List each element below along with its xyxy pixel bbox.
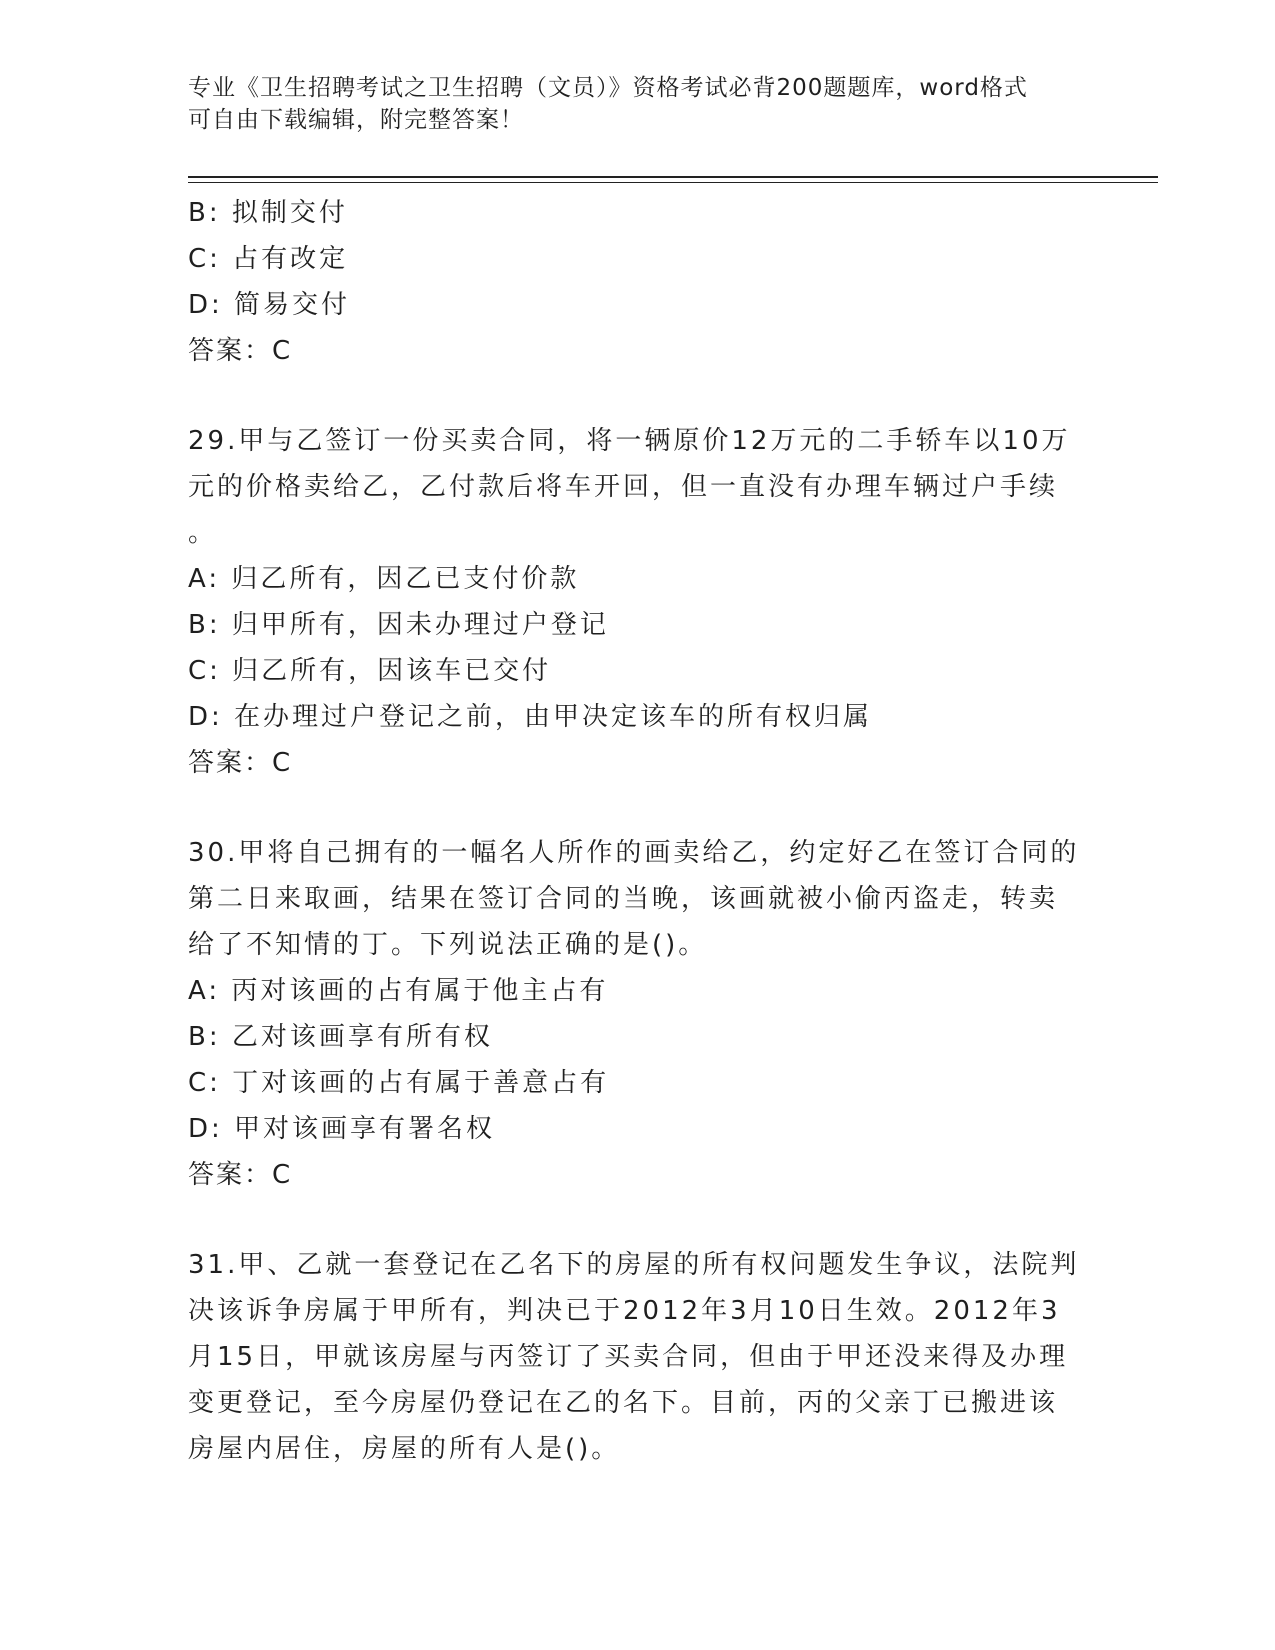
header-title-line-1: 专业《卫生招聘考试之卫生招聘（文员）》资格考试必背200题题库，word格式: [188, 75, 1028, 101]
question-28: [188, 190, 1078, 374]
option-d: D: 在办理过户登记之前，由甲决定该车的所有权归属: [188, 702, 873, 732]
option-d: D: 简易交付: [188, 290, 351, 320]
answer: 答案：C: [188, 748, 293, 778]
option-a: A: 丙对该画的占有属于他主占有: [188, 976, 609, 1006]
option-c: C: 占有改定: [188, 244, 349, 274]
answer: 答案：C: [188, 1160, 293, 1190]
option-c: C: 丁对该画的占有属于善意占有: [188, 1068, 610, 1098]
document-header: [188, 72, 1088, 136]
question-stem-line: 29.甲与乙签订一份买卖合同，将一辆原价12万元的二手轿车以10万: [188, 426, 1071, 456]
header-title-line-2: 可自由下载编辑，附完整答案！: [188, 107, 524, 133]
question-31: [188, 1242, 1078, 1472]
header-rule-thin: [188, 182, 1158, 183]
option-a: A: 归乙所有，因乙已支付价款: [188, 564, 580, 594]
question-stem-line: 第二日来取画，结果在签订合同的当晚，该画就被小偷丙盗走，转卖: [188, 884, 1059, 914]
question-stem-line: 决该诉争房属于甲所有，判决已于2012年3月10日生效。2012年3: [188, 1296, 1061, 1326]
question-stem-line: 30.甲将自己拥有的一幅名人所作的画卖给乙，约定好乙在签订合同的: [188, 838, 1080, 868]
question-29: [188, 418, 1078, 786]
option-c: C: 归乙所有，因该车已交付: [188, 656, 552, 686]
option-b: B: 乙对该画享有所有权: [188, 1022, 493, 1052]
option-b: B: 归甲所有，因未办理过户登记: [188, 610, 609, 640]
header-rule-thick: [188, 176, 1158, 178]
question-stem-line: 变更登记，至今房屋仍登记在乙的名下。目前，丙的父亲丁已搬进该: [188, 1388, 1059, 1418]
question-stem-line: 元的价格卖给乙，乙付款后将车开回，但一直没有办理车辆过户手续: [188, 472, 1059, 502]
answer: 答案：C: [188, 336, 293, 366]
question-stem-line: 31.甲、乙就一套登记在乙名下的房屋的所有权问题发生争议，法院判: [188, 1250, 1080, 1280]
option-d: D: 甲对该画享有署名权: [188, 1114, 496, 1144]
question-list: [188, 190, 1078, 1472]
question-stem-line: 房屋内居住，房屋的所有人是()。: [188, 1434, 621, 1464]
option-b: B: 拟制交付: [188, 198, 348, 228]
question-stem-line: 月15日，甲就该房屋与丙签订了买卖合同，但由于甲还没来得及办理: [188, 1342, 1069, 1372]
question-stem-line: 给了不知情的丁。下列说法正确的是()。: [188, 930, 708, 960]
question-stem-line: 。: [188, 518, 218, 548]
question-30: [188, 830, 1078, 1198]
